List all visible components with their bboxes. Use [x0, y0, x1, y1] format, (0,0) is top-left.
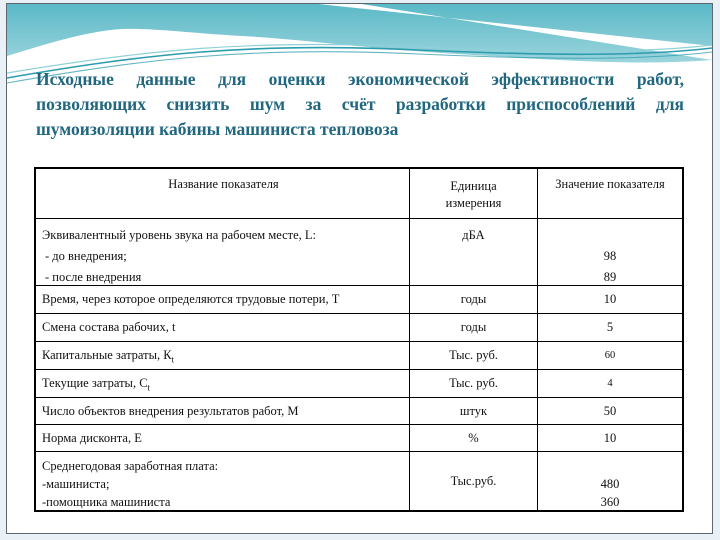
slide: [6, 3, 713, 534]
row-unit: Тыс. руб.: [410, 370, 538, 397]
row-name: Среднегодовая заработная плата: -машиниста; -помощника машиниста: [36, 452, 410, 510]
row-name: Норма дисконта, Е: [36, 425, 410, 451]
row-value: 10: [603, 292, 617, 306]
row-value: 5: [606, 320, 614, 334]
row-name: Капитальные затраты, $К_t$: [36, 342, 410, 369]
row-value: 50: [603, 403, 617, 418]
row-value: 4: [607, 378, 613, 389]
header-unit: Единица измерения: [410, 169, 538, 218]
row-name: Число объектов внедрения результатов работ, М: [36, 398, 410, 424]
row-value: 10: [603, 430, 617, 445]
row-name: Смена состава рабочих, t: [36, 314, 410, 341]
header-name: Название показателя: [36, 169, 410, 218]
table-row: [36, 218, 682, 285]
table-row: [36, 397, 682, 424]
table-header-row: [36, 169, 682, 218]
row-unit: %: [410, 425, 538, 451]
header-value: Значение показателя: [555, 177, 665, 191]
table-row: [36, 424, 682, 451]
table-row: [36, 285, 682, 313]
slide-title-line: шумоизоляции кабины машиниста тепловоза: [36, 119, 399, 139]
row-value: 480 360: [600, 477, 620, 509]
row-value: 98 89: [603, 249, 617, 284]
row-unit: годы: [410, 314, 538, 341]
row-unit: штук: [410, 398, 538, 424]
row-name: Эквивалентный уровень звука на рабочем месте, L: - до внедрения; - после внедрения: [36, 219, 410, 285]
table-row: [36, 369, 682, 397]
row-unit: Тыс.руб.: [410, 452, 538, 510]
table-row: [36, 451, 682, 510]
slide-title-line: позволяющих снизить шум за счёт разработки приспособлений для: [36, 94, 684, 114]
subscript: t: [171, 354, 175, 365]
data-table: [34, 167, 684, 512]
row-unit: годы: [410, 286, 538, 313]
table-row: [36, 313, 682, 341]
row-name: Время, через которое определяются трудовые потери, Т: [36, 286, 410, 313]
row-value: 60: [604, 350, 616, 361]
subscript: t: [147, 382, 151, 393]
row-name: Текущие затраты, $С_t$: [36, 370, 410, 397]
row-unit: дБА: [410, 219, 538, 285]
slide-title: [36, 67, 684, 142]
slide-title-line: Исходные данные для оценки экономической эффективности работ,: [36, 69, 684, 89]
table-row: [36, 341, 682, 369]
row-unit: Тыс. руб.: [410, 342, 538, 369]
